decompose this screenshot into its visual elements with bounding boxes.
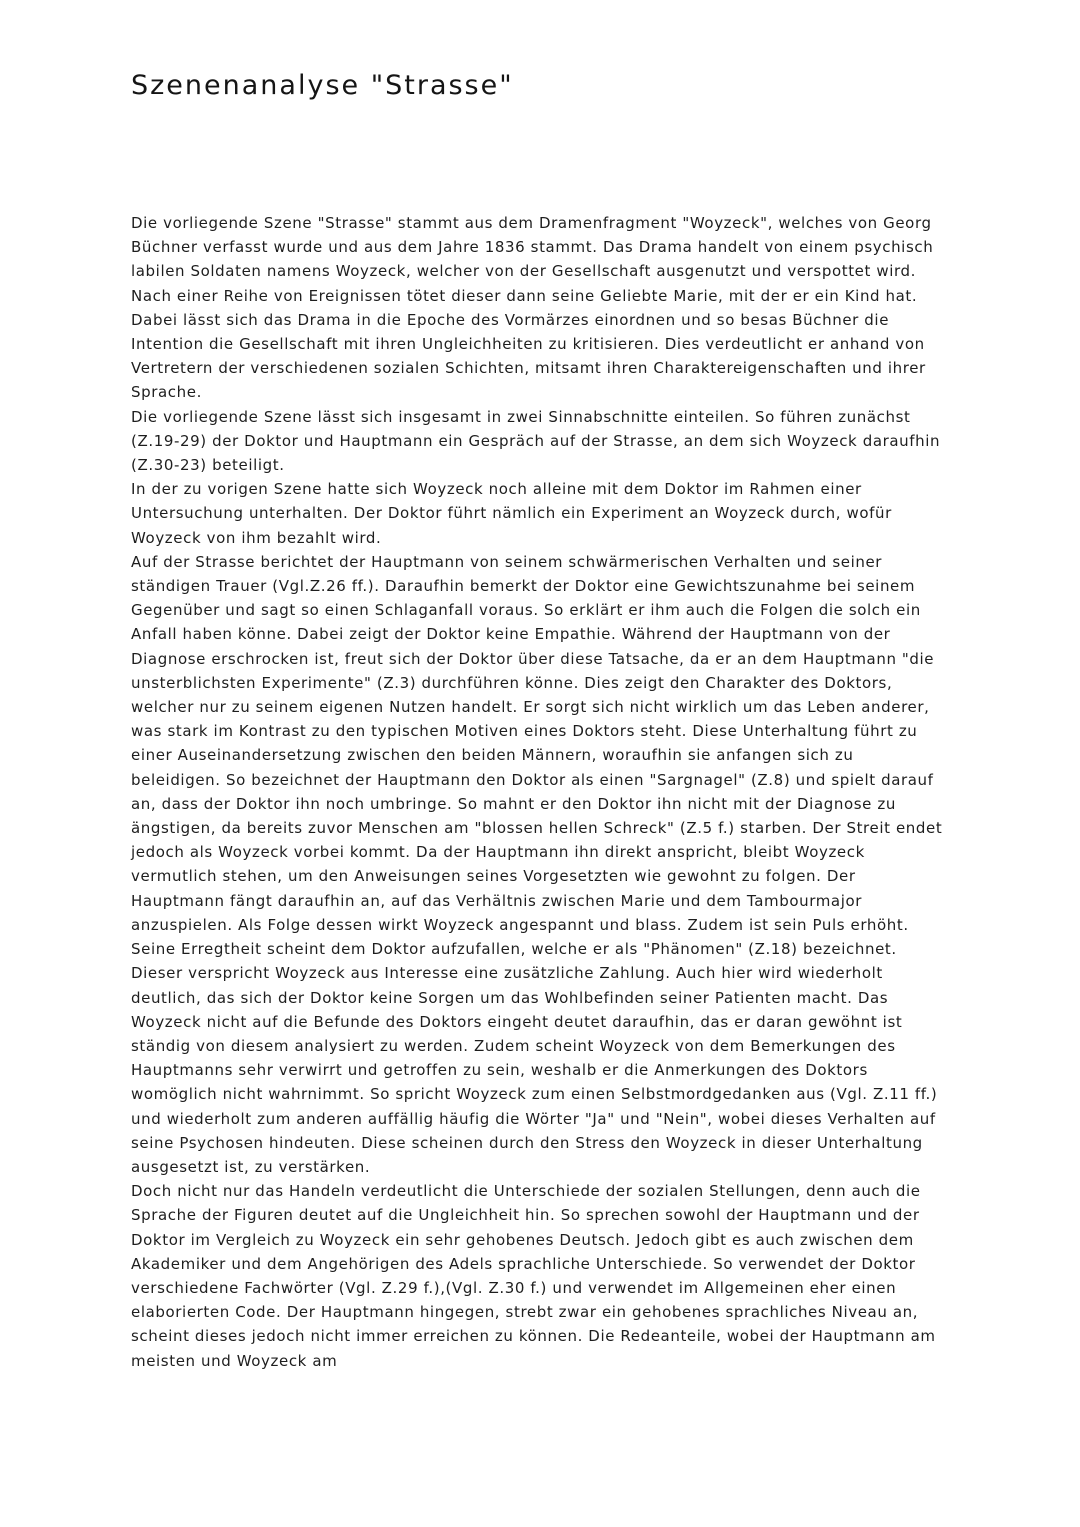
paragraph-previous-scene: In der zu vorigen Szene hatte sich Woyzeck noch alleine mit dem Doktor im Rahmen einer Untersuchung unterhalten. Der Doktor führt nämlich ein Experiment an Woyzeck durch, wofür Woyzeck von ihm bezahlt wird.	[131, 480, 892, 547]
paragraph-structure: Die vorliegende Szene lässt sich insgesamt in zwei Sinnabschnitte einteilen. So führen zunächst (Z.19-29) der Doktor und Hauptmann ein Gespräch auf der Strasse, an dem sich Woyzeck daraufhin (Z.30-23) beteiligt.	[131, 407, 941, 475]
paragraph-language-analysis: Doch nicht nur das Handeln verdeutlicht die Unterschiede der sozialen Stellungen, denn auch die Sprache der Figuren deutet auf die Ungleichheit hin. So sprechen sowohl der Hauptmann und der Doktor im Vergleich zu Woyzeck ein sehr gehobenes Deutsch. Jedoch gibt es auch zwischen dem Akademiker und dem Angehörigen des Adels sprachliche Unterschiede. So verwendet der Doktor verschiedene Fachwörter (Vgl. Z.29 f.),(Vgl. Z.30 f.) und verwendet im Allgemeinen eher einen elaborierten Code. Der Hauptmann hingegen, strebt zwar ein gehobenes sprachliches Niveau an, scheint dieses jedoch nicht immer erreichen zu können. Die Redeanteile, wobei der Hauptmann am meisten und Woyzeck am	[131, 1182, 936, 1370]
essay-body	[131, 211, 946, 1373]
paragraph-introduction: Die vorliegende Szene "Strasse" stammt aus dem Dramenfragment "Woyzeck", welches von Georg Büchner verfasst wurde und aus dem Jahre 1836 stammt. Das Drama handelt von einem psychisch labilen Soldaten namens Woyzeck, welcher von der Gesellschaft ausgenutzt und verspottet wird. Nach einer Reihe von Ereignissen tötet dieser dann seine Geliebte Marie, mit der er ein Kind hat. Dabei lässt sich das Drama in die Epoche des Vormärzes einordnen und so besas Büchner die Intention die Gesellschaft mit ihren Ungleichheiten zu kritisieren. Dies verdeutlicht er anhand von Vertretern der verschiedenen sozialen Schichten, mitsamt ihren Charaktereigenschaften und ihrer Sprache.	[131, 214, 934, 402]
page-title: Szenenanalyse "Strasse"	[131, 70, 514, 101]
paragraph-scene-analysis: Auf der Strasse berichtet der Hauptmann von seinem schwärmerischen Verhalten und seiner ständigen Trauer (Vgl.Z.26 ff.). Daraufhin bemerkt der Doktor eine Gewichtszunahme bei seinem Gegenüber und sagt so einen Schlaganfall voraus. So erklärt er ihm auch die Folgen die solch ein Anfall haben könne. Dabei zeigt der Doktor keine Empathie. Während der Hauptmann von der Diagnose erschrocken ist, freut sich der Doktor über diese Tatsache, da er an dem Hauptmann "die unsterblichsten Experimente" (Z.3) durchführen könne. Dies zeigt den Charakter des Doktors, welcher nur zu seinem eigenen Nutzen handelt. Er sorgt sich nicht wirklich um das Leben anderer, was stark im Kontrast zu den typischen Motiven eines Doktors steht. Diese Unterhaltung führt zu einer Auseinandersetzung zwischen den beiden Männern, woraufhin sie anfangen sich zu beleidigen. So bezeichnet der Hauptmann den Doktor als einen "Sargnagel" (Z.8) und spielt darauf an, dass der Doktor ihn noch umbringe. So mahnt er den Doktor ihn nicht mit der Diagnose zu ängstigen, da bereits zuvor Menschen am "blossen hellen Schreck" (Z.5 f.) starben. Der Streit endet jedoch als Woyzeck vorbei kommt. Da der Hauptmann ihn direkt anspricht, bleibt Woyzeck vermutlich stehen, um den Anweisungen seines Vorgesetzten wie gewohnt zu folgen. Der Hauptmann fängt daraufhin an, auf das Verhältnis zwischen Marie und dem Tambourmajor anzuspielen. Als Folge dessen wirkt Woyzeck angespannt und blass. Zudem ist sein Puls erhöht. Seine Erregtheit scheint dem Doktor aufzufallen, welche er als "Phänomen" (Z.18) bezeichnet. Dieser verspricht Woyzeck aus Interesse eine zusätzliche Zahlung. Auch hier wird wiederholt deutlich, das sich der Doktor keine Sorgen um das Wohlbefinden seiner Patienten macht. Das Woyzeck nicht auf die Befunde des Doktors eingeht deutet daraufhin, das er daran gewöhnt ist ständig von diesem analysiert zu werden. Zudem scheint Woyzeck von dem Bemerkungen des Hauptmanns sehr verwirrt und getroffen zu sein, weshalb er die Anmerkungen des Doktors womöglich nicht wahrnimmt. So spricht Woyzeck zum einen Selbstmordgedanken aus (Vgl. Z.11 ff.) und wiederholt zum anderen auffällig häufig die Wörter "Ja" und "Nein", wobei dieses Verhalten auf seine Psychosen hindeuten. Diese scheinen durch den Stress den Woyzeck in dieser Unterhaltung ausgesetzt ist, zu verstärken.	[131, 552, 943, 1176]
